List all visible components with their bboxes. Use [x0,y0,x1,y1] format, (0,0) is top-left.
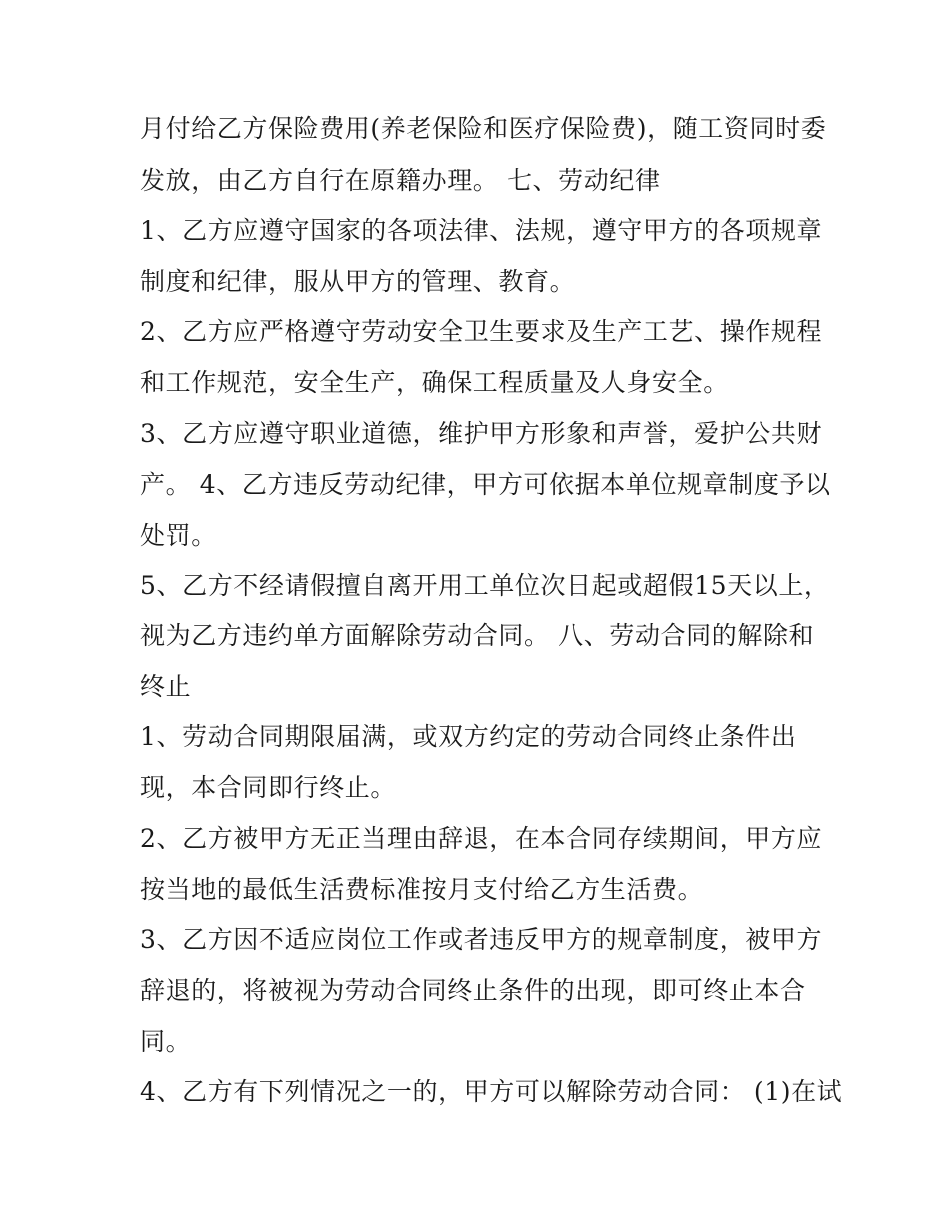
text-line: 月付给乙方保险费用(养老保险和医疗保险费)，随工资同时委 [140,114,827,143]
text-line: 处罚。 [140,521,217,550]
text-line: 制度和纪律，服从甲方的管理、教育。 [140,267,576,296]
text-line: 3、乙方应遵守职业道德，维护甲方形象和声誉，爱护公共财 [140,419,823,448]
text-line: 视为乙方违约单方面解除劳动合同。 八、劳动合同的解除和 [140,621,815,650]
text-line: 和工作规范，安全生产，确保工程质量及人身安全。 [140,368,729,397]
text-line: 4、乙方有下列情况之一的，甲方可以解除劳动合同： (1)在试 [140,1077,843,1106]
text-line: 终止 [140,672,192,701]
text-line: 产。 4、乙方违反劳动纪律，甲方可依据本单位规章制度予以 [140,470,831,499]
text-line: 3、乙方因不适应岗位工作或者违反甲方的规章制度，被甲方 [140,925,823,954]
text-line: 1、劳动合同期限届满，或双方约定的劳动合同终止条件出 [140,722,797,751]
text-line: 按当地的最低生活费标准按月支付给乙方生活费。 [140,875,704,904]
text-line: 现，本合同即行终止。 [140,773,397,802]
text-line: 2、乙方被甲方无正当理由辞退，在本合同存续期间，甲方应 [140,824,823,853]
text-line: 发放，由乙方自行在原籍办理。 七、劳动纪律 [140,166,661,195]
text-line: 1、乙方应遵守国家的各项法律、法规，遵守甲方的各项规章 [140,216,823,245]
text-line: 同。 [140,1027,192,1056]
text-line: 2、乙方应严格遵守劳动安全卫生要求及生产工艺、操作规程 [140,317,823,346]
text-line: 5、乙方不经请假擅自离开用工单位次日起或超假15天以上， [140,571,830,600]
text-line: 辞退的，将被视为劳动合同终止条件的出现，即可终止本合 [140,976,806,1005]
